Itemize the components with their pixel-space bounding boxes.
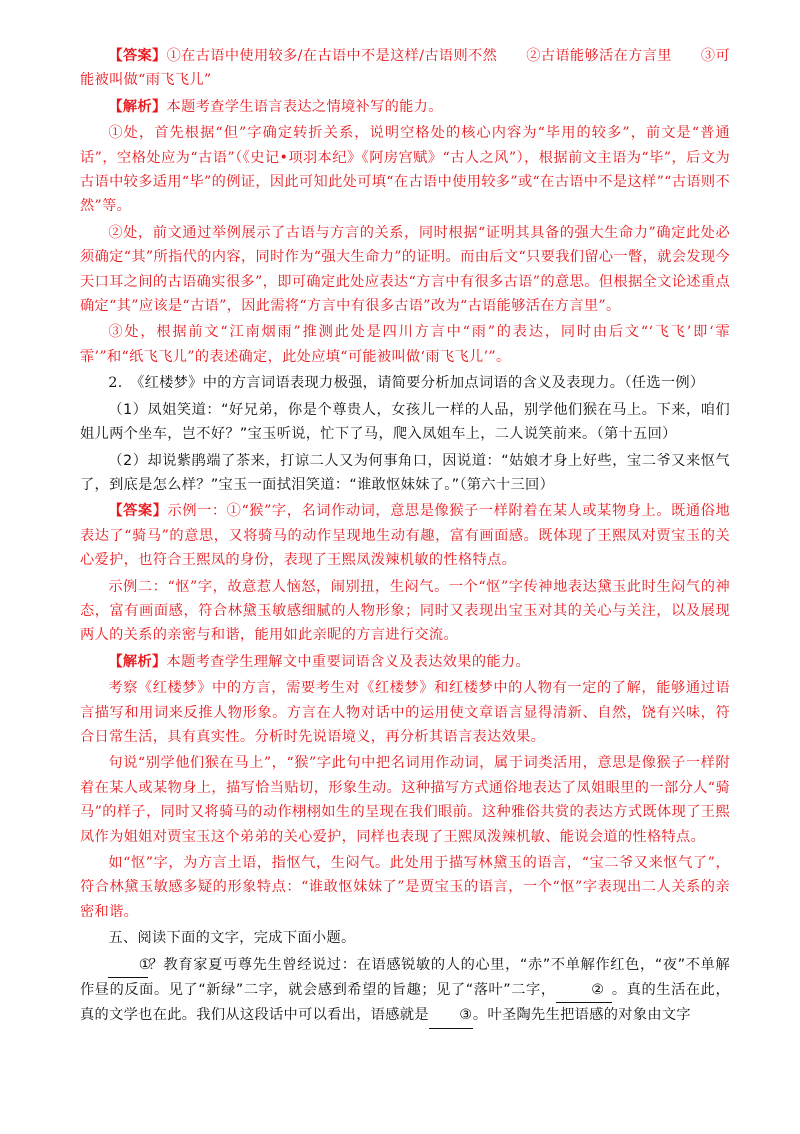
- analysis-text-2: 本题考查学生理解文中重要词语含义及表达效果的能力。: [166, 653, 530, 670]
- analysis-paragraph-1: [80, 95, 730, 119]
- analysis-text: 本题考查学生语言表达之情境补写的能力。: [166, 98, 443, 115]
- analysis-point-2: ②处，前文通过举例展示了古语与方言的关系，同时根据“证明其具备的强大生命力”确定此处必须确定“其”所指代的内容，同时作为“强大生命力”的证明。而由后文“只要我们留心一瞥，就会发现今天口耳之间的古语确实很多”，即可确定此处应表达“方言中有很多古语”的意思。但根据全文论述重点确定“其”应该是“古语”，因此需将“方言中有很多古语”改为“古语能够活在方言里”。: [80, 224, 730, 315]
- passage-text-3: 。叶圣陶先生把语感的对象由文字: [472, 1007, 691, 1024]
- answer-text: ①在古语中使用较多/在古语中不是这样/古语则不然 ②古语能够活在方言里 ③可能被叫做“雨飞飞儿”: [80, 48, 731, 89]
- analysis-point-3: ③处，根据前文“江南烟雨”推测此处是四川方言中“雨”的表达，同时由后文“‘飞飞’即‘霏霏’”和“纸飞飞儿”的表述确定，此处应填“可能被叫做‘雨飞飞儿’”。: [80, 324, 730, 365]
- question-2-example-1: （1）凤姐笑道：“好兄弟，你是个尊贵人，女孩儿一样的人品，别学他们猴在马上。下来，咱们姐儿两个坐车，岂不好？”宝玉听说，忙下了马，爬入凤姐车上，二人说笑前来。（第十五回）: [80, 401, 730, 443]
- answer-example-2: 示例二：“怄”字，故意惹人恼怒，闹别扭，生闷气。一个“怄”字传神地表达黛玉此时生闷气的神态，富有画面感，符合林黛玉敏感细腻的人物形象；同时又表现出宝玉对其的关心与关注，以及展现两人的关系的亲密与和谐，能用如此亲昵的方言进行交流。: [80, 578, 730, 644]
- analysis-tag: 【解析】: [108, 98, 167, 115]
- section-5-passage: [80, 953, 730, 1029]
- analysis-paragraph-2: [80, 650, 730, 674]
- blank-2: ②: [556, 978, 612, 1003]
- passage-text-1: ？教育家夏丏尊先生曾经说过：在语感锐敏的人的心里，“赤”不单解作红色，“夜”不单解作昼的反面。见了“新绿”二字，就会感到希望的旨趣；见了“落叶”二字，: [80, 956, 730, 999]
- analysis-2-point-3: 如“怄”字，为方言土语，指怄气，生闷气。此处用于描写林黛玉的语言，“宝二爷又来怄气了”，符合林黛玉敏感多疑的形象特点：“谁敢怄妹妹了”是贾宝玉的语言，一个“怄”字表现出二人关系的亲密和谐。: [80, 855, 730, 920]
- answer-tag-2: 【答案】: [108, 503, 168, 520]
- document-page: [80, 44, 730, 1029]
- blank-1: ①: [108, 953, 148, 978]
- analysis-point-1: ①处，首先根据“但”字确定转折关系，说明空格处的核心内容为“毕用的较多”，前文是“普通话”，空格处应为“古语”（《史记•项羽本纪》《阿房宫赋》“古人之风”），根据前文主语为“毕”，后文为古语中较多适用“毕”的例证，因此可知此处可填“在古语中使用较多”或“在古语中不是这样”“古语则不然”等。: [80, 125, 730, 215]
- analysis-2-point-2: 句说“别学他们猴在马上”，“猴”字此句中把名词用作动词，属于词类活用，意思是像猴子一样附着在某人或某物身上，描写恰当贴切，形象生动。这种描写方式通俗地表达了凤姐眼里的一部分人“骑马”的样子，同时又将骑马的动作栩栩如生的呈现在我们眼前。这种雅俗共赏的表达方式既体现了王熙凤作为姐姐对贾宝玉这个弟弟的关心爱护，同样也表现了王熙凤泼辣机敏、能说会道的性格特点。: [80, 755, 730, 845]
- analysis-2-point-1: 考察《红楼梦》中的方言，需要考生对《红楼梦》和红楼梦中的人物有一定的了解，能够通过语言描写和用词来反推人物形象。方言在人物对话中的运用使文章语言显得清新、自然，饶有兴味，符合日常生活，具有真实性。分析时先说语境义，再分析其语言表达效果。: [80, 680, 730, 745]
- analysis-tag-2: 【解析】: [108, 653, 167, 670]
- answer-paragraph-1: [80, 44, 730, 93]
- answer-text-2: 示例一：①“猴”字，名词作动词，意思是像猴子一样附着在某人或某物身上。既通俗地表达了“骑马”的意思，又将骑马的动作呈现地生动有趣，富有画面感。既体现了王熙凤对贾宝玉的关心爱护，也符合王熙凤的身份，表现了王熙凤泼辣机敏的性格特点。: [80, 503, 730, 569]
- question-2-title: 2. 《红楼梦》中的方言词语表现力极强，请简要分析加点词语的含义及表现力。（任选一例）: [108, 375, 705, 392]
- section-5-title: 五、阅读下面的文字，完成下面小题。: [108, 930, 356, 947]
- question-2-example-2: （2）却说紫鹃端了茶来，打谅二人又为何事角口，因说道：“姑娘才身上好些，宝二爷又来怄气了，到底是怎么样？”宝玉一面拭泪笑道：“谁敢怄妹妹了。”（第六十三回）: [80, 452, 730, 493]
- answer-tag: 【答案】: [108, 48, 167, 64]
- blank-3: ③: [429, 1003, 473, 1028]
- passage-text-2: 。真的生活在此，真的文学也在此。我们从这段话中可以看出，语感就是: [80, 982, 730, 1024]
- answer-paragraph-2: [80, 499, 730, 572]
